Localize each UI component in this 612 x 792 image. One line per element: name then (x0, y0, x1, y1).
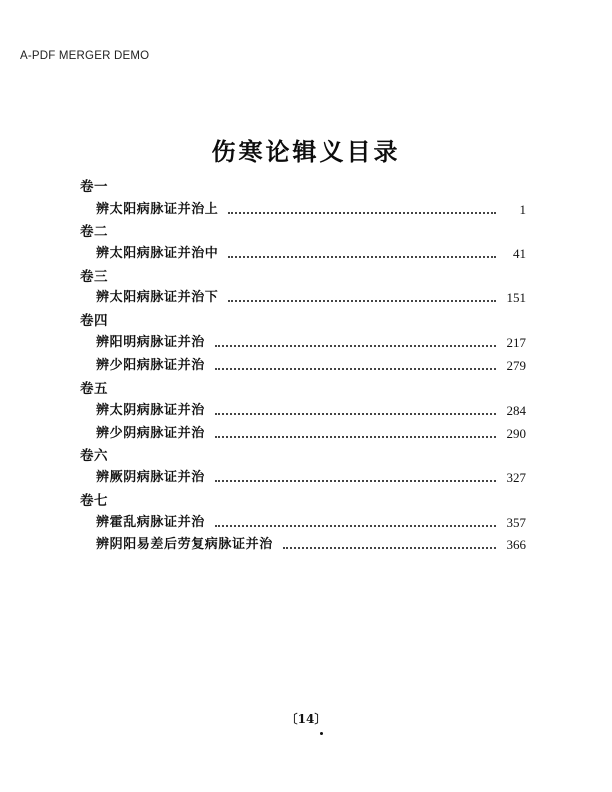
toc-entry[interactable] (96, 289, 526, 307)
dot-leader (228, 299, 496, 302)
toc-entry-title: 辨阴阳易差后劳复病脉证并治 (96, 537, 273, 552)
watermark-text: A-PDF MERGER DEMO (20, 50, 150, 62)
toc-entry-page: 290 (506, 426, 526, 441)
volume-heading-3: 卷三 (80, 269, 108, 285)
dot-leader (228, 211, 496, 214)
toc-entry-title: 辨厥阴病脉证并治 (96, 470, 205, 485)
toc-entry-title: 辨霍乱病脉证并治 (96, 515, 205, 530)
page-title: 伤寒论辑义目录 (211, 137, 401, 166)
volume-heading-6: 卷六 (80, 448, 108, 464)
toc-entry-page: 284 (506, 403, 526, 418)
toc-entry-page: 357 (506, 515, 526, 530)
volume-heading-1: 卷一 (80, 179, 108, 195)
dot-leader (215, 367, 496, 370)
dot-leader (215, 344, 496, 347)
scan-speck (320, 732, 323, 735)
toc-entry-page: 327 (506, 470, 526, 485)
volume-heading-2: 卷二 (80, 224, 108, 240)
toc-entry[interactable] (96, 245, 526, 263)
toc-entry[interactable] (96, 402, 526, 420)
toc-entry-title: 辨少阴病脉证并治 (96, 426, 205, 441)
toc-entry-page: 217 (506, 335, 526, 350)
volume-heading-5: 卷五 (80, 381, 108, 397)
dot-leader (228, 255, 496, 258)
dot-leader (215, 524, 496, 527)
toc-entry-title: 辨太阳病脉证并治上 (96, 202, 219, 217)
toc-entry-title: 辨太阳病脉证并治下 (96, 290, 219, 305)
toc-entry-title: 辨太阳病脉证并治中 (96, 246, 219, 261)
toc-entry[interactable] (96, 425, 526, 443)
toc-entry-page: 279 (506, 358, 526, 373)
toc-entry[interactable] (96, 357, 526, 375)
dot-leader (283, 546, 496, 549)
toc-entry[interactable] (96, 334, 526, 352)
toc-entry-page: 41 (513, 246, 526, 261)
toc-entry[interactable] (96, 514, 526, 532)
dot-leader (215, 435, 496, 438)
toc-entry[interactable] (96, 201, 526, 219)
dot-leader (215, 479, 496, 482)
toc-entry-title: 辨少阳病脉证并治 (96, 358, 205, 373)
toc-entry[interactable] (96, 469, 526, 487)
toc-entry-page: 151 (506, 290, 526, 305)
page-number-footer: 〔14〕 (285, 712, 327, 726)
dot-leader (215, 412, 496, 415)
toc-entry-title: 辨太阴病脉证并治 (96, 403, 205, 418)
toc-entry-page: 366 (506, 537, 526, 552)
toc-entry[interactable] (96, 536, 526, 554)
toc-entry-page: 1 (519, 202, 526, 217)
volume-heading-4: 卷四 (80, 313, 108, 329)
toc-entry-title: 辨阳明病脉证并治 (96, 335, 205, 350)
volume-heading-7: 卷七 (80, 493, 108, 509)
